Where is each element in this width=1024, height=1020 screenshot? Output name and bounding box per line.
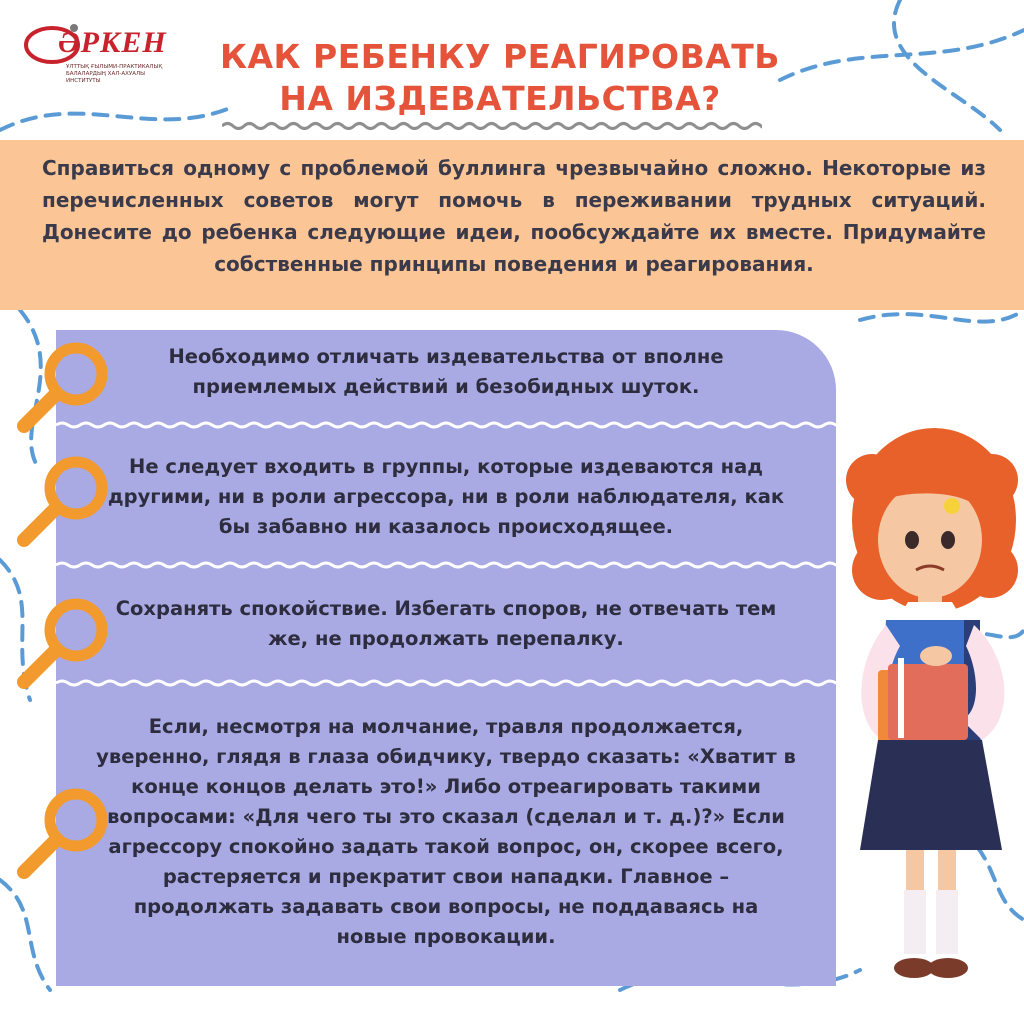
tip-3: Сохранять спокойствие. Избегать споров, не отвечать тем же, не продолжать перепалку.	[115, 597, 777, 650]
tip-4: Если, несмотря на молчание, травля продолжается, уверенно, глядя в глаза обидчику, твердо сказать: «Хватит в конце концов делать это!» Либо отреагировать такими вопросами: «Для чего ты это сказал (сделал и т. д.)?» Если агрессору спокойно задать такой вопрос, он, скорее всего, растеряется и прекратит свои нападки. Главное – продолжать задавать свои вопросы, не поддаваясь на новые провокации.	[96, 715, 796, 948]
page-title	[180, 36, 820, 120]
tip-2: Не следует входить в группы, которые издеваются над другими, ни в роли агрессора, ни в роли наблюдателя, как бы забавно ни казалось происходящее.	[107, 455, 785, 538]
title-wave-divider	[222, 118, 762, 134]
intro-text: Справиться одному с проблемой буллинга чрезвычайно сложно. Некоторые из перечисленных советов могут помочь в переживании трудных ситуаций. Донесите до ребенка следующие идеи, пообсуждайте их вместе. Придумайте собственные принципы поведения и реагирования.	[42, 156, 986, 276]
logo	[22, 16, 172, 86]
tip-divider	[56, 418, 836, 432]
title-line-1: КАК РЕБЕНКУ РЕАГИРОВАТЬ	[220, 37, 780, 76]
magnifier-icon	[6, 590, 116, 710]
tip-divider	[56, 558, 836, 572]
magnifier-icon	[6, 448, 116, 568]
magnifier-icon	[6, 334, 116, 454]
magnifier-icon	[6, 780, 116, 900]
tip-divider	[56, 676, 836, 690]
sad-girl-illustration	[842, 420, 1024, 990]
logo-subtitle: ҰЛТТЫҚ ҒЫЛЫМИ-ПРАКТИКАЛЫҚ БАЛАЛАРДЫҢ ХАЛ-АХУАЛЫ ИНСТИТУТЫ	[66, 64, 163, 84]
title-line-2: НА ИЗДЕВАТЕЛЬСТВА?	[279, 79, 721, 118]
logo-wordmark: ӘРКЕН	[58, 26, 167, 59]
tip-1: Необходимо отличать издевательства от вполне приемлемых действий и безобидных шуток.	[168, 345, 724, 398]
